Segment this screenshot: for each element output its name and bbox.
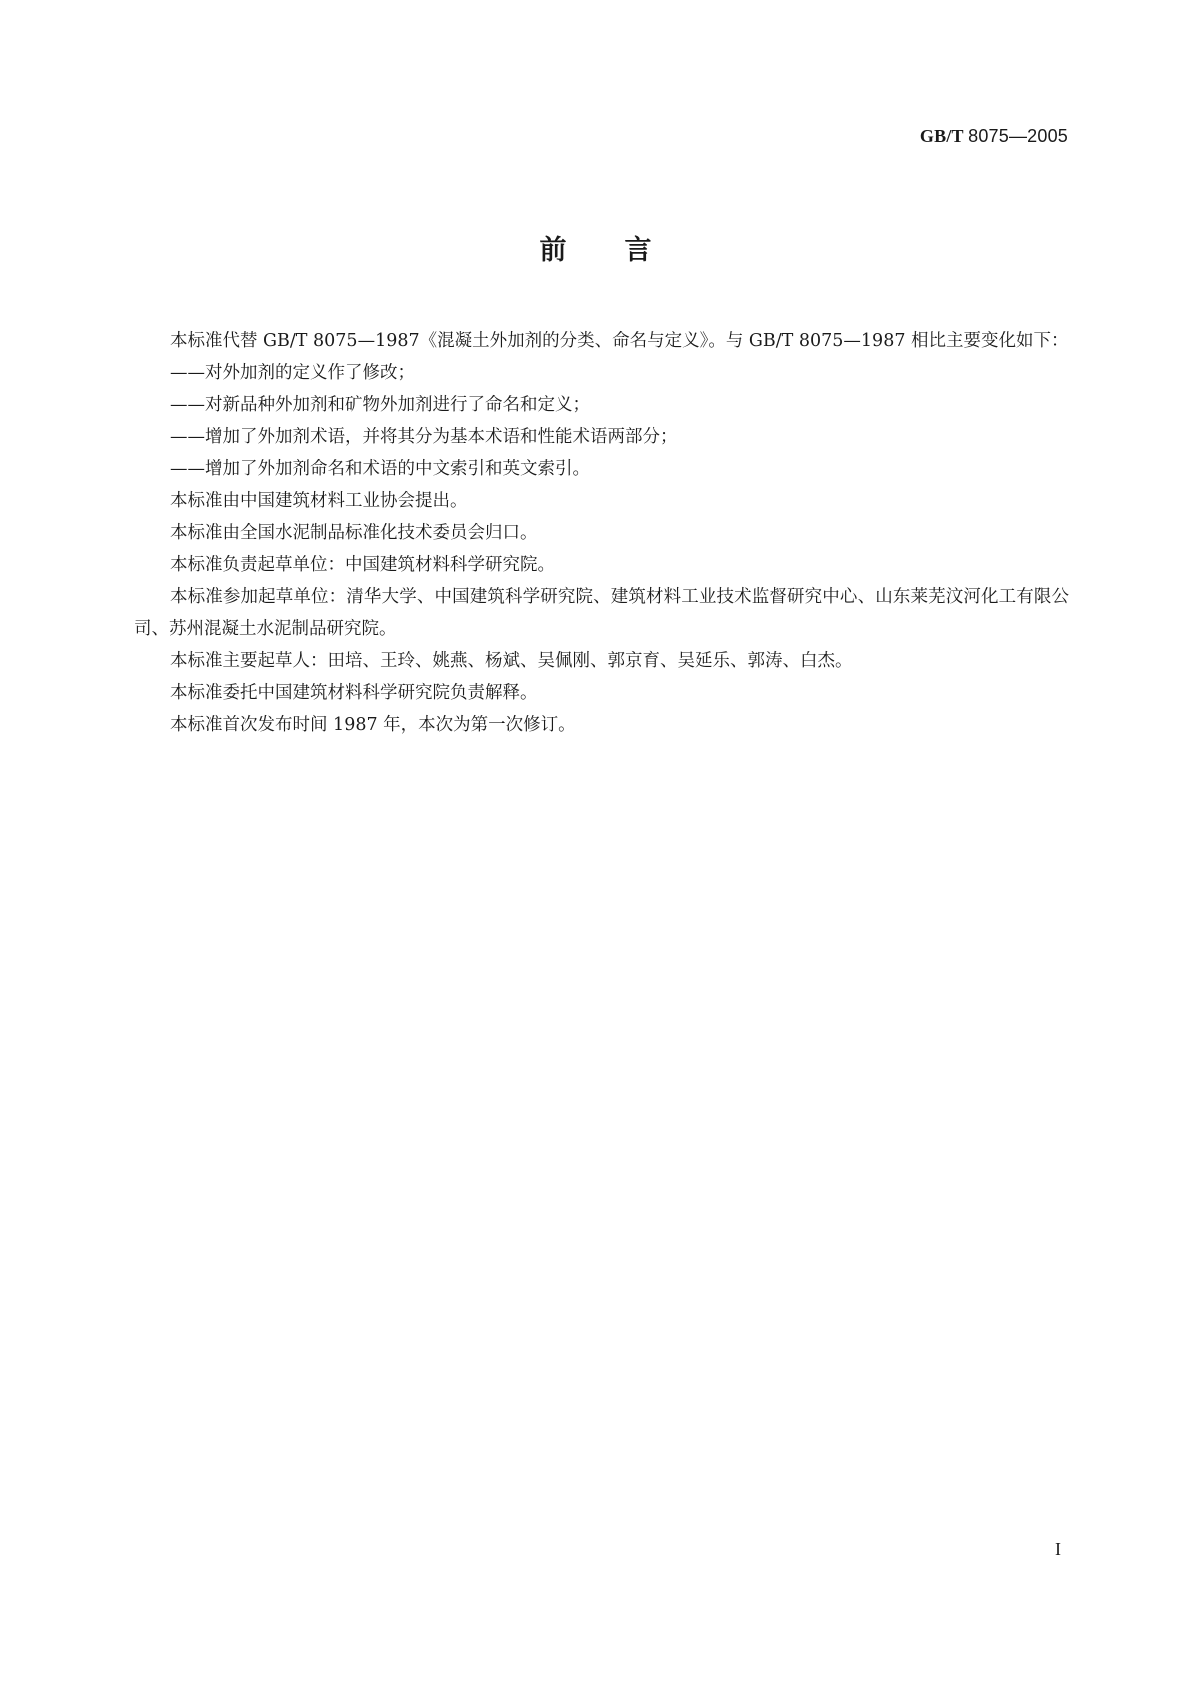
interpretation-paragraph: 本标准委托中国建筑材料科学研究院负责解释。 — [170, 683, 538, 703]
standard-number: 8075—2005 — [968, 126, 1068, 146]
change-item: ——对外加剂的定义作了修改； — [170, 363, 415, 383]
standard-code-header — [920, 126, 1068, 147]
lead-drafter-paragraph: 本标准负责起草单位：中国建筑材料科学研究院。 — [170, 555, 555, 575]
page-number: I — [1055, 1539, 1061, 1559]
centralized-by-paragraph: 本标准由全国水泥制品标准化技术委员会归口。 — [170, 523, 538, 543]
change-item: ——增加了外加剂术语，并将其分为基本术语和性能术语两部分； — [170, 427, 678, 447]
participating-drafters-paragraph: 本标准参加起草单位：清华大学、中国建筑科学研究院、建筑材料工业技术监督研究中心、山东莱芜汶河化工有限公司、苏州混凝土水泥制品研究院。 — [134, 587, 1069, 639]
foreword-body — [134, 325, 1069, 741]
intro-paragraph: 本标准代替 GB/T 8075—1987《混凝土外加剂的分类、命名与定义》。与 GB/T 8075—1987 相比主要变化如下： — [170, 331, 1069, 351]
standard-prefix: GB/T — [919, 126, 969, 146]
page-title: 前言 — [539, 235, 710, 266]
main-drafters-paragraph: 本标准主要起草人：田培、王玲、姚燕、杨斌、吴佩刚、郭京育、吴延乐、郭涛、白杰。 — [170, 651, 853, 671]
publication-history-paragraph: 本标准首次发布时间 1987 年，本次为第一次修订。 — [170, 715, 576, 735]
change-item: ——对新品种外加剂和矿物外加剂进行了命名和定义； — [170, 395, 590, 415]
proposer-paragraph: 本标准由中国建筑材料工业协会提出。 — [170, 491, 468, 511]
change-item: ——增加了外加剂命名和术语的中文索引和英文索引。 — [170, 459, 590, 479]
